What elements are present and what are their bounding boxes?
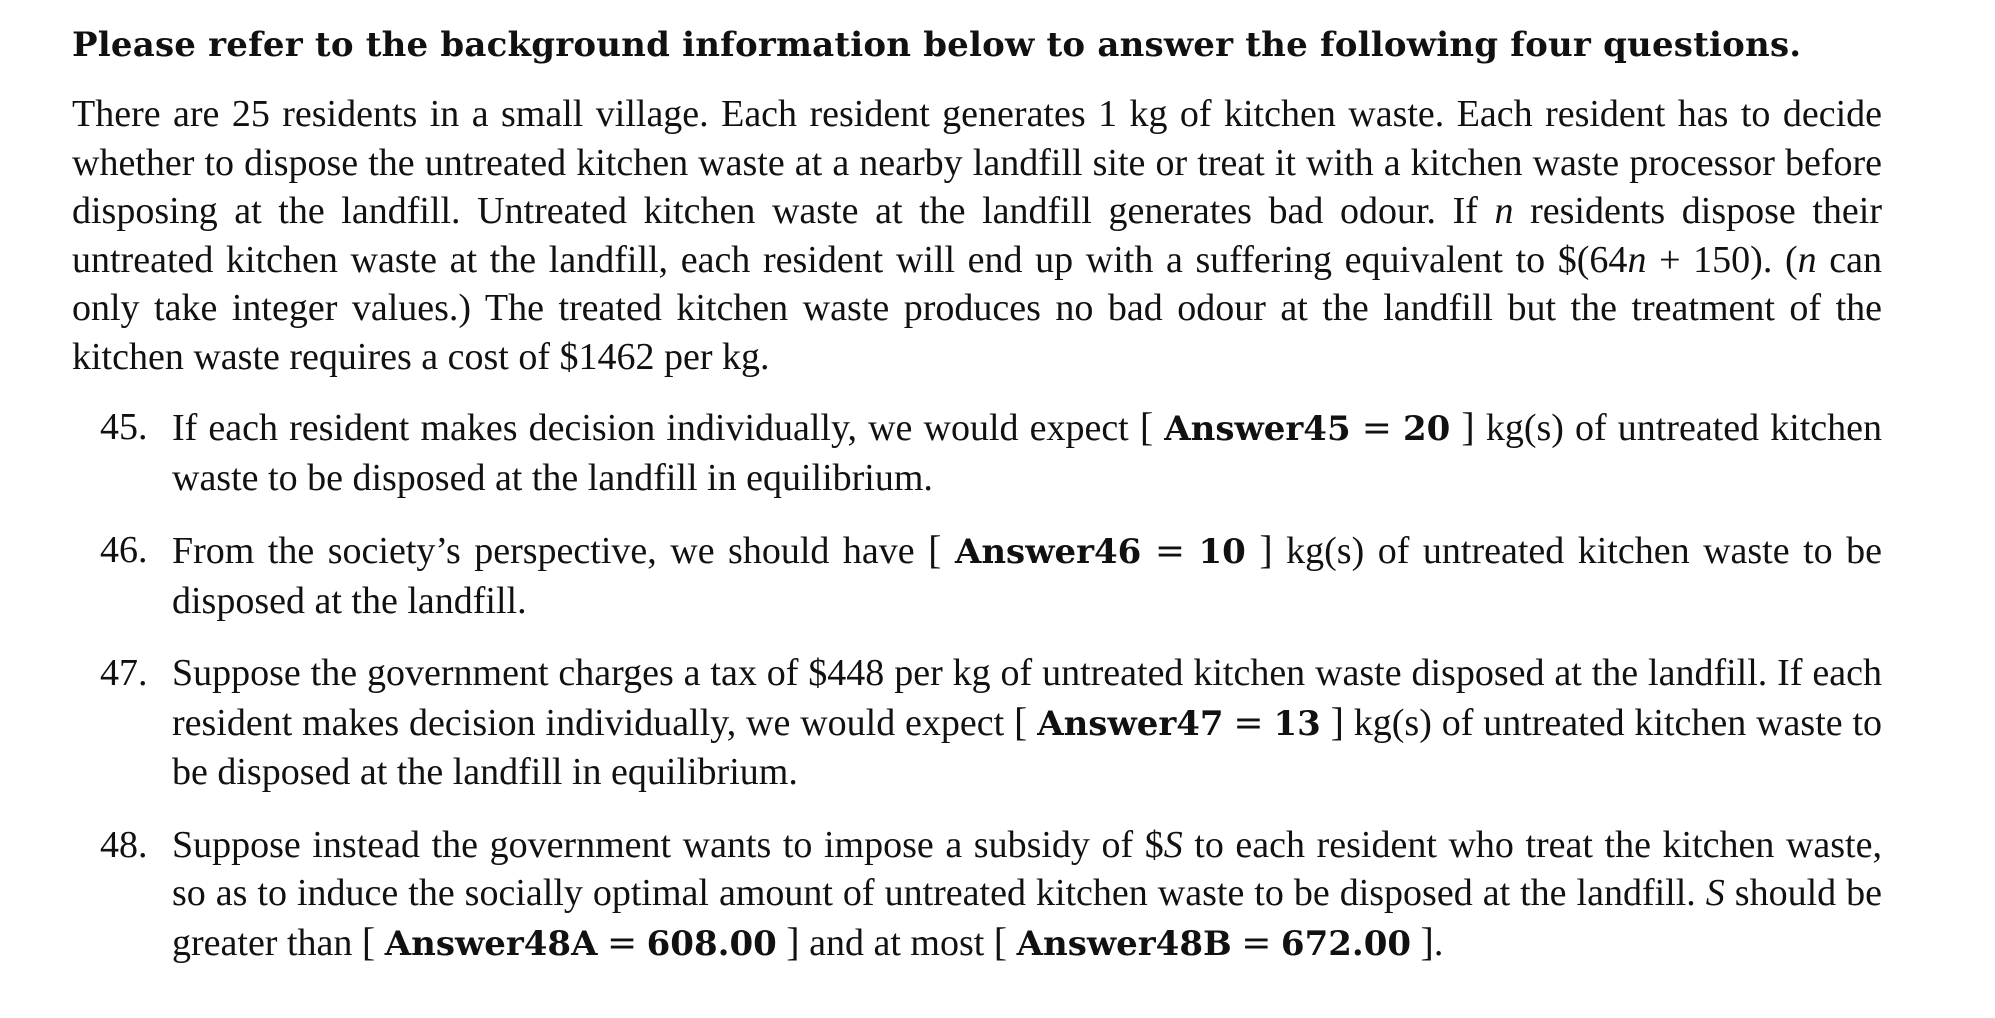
equals-sign: = xyxy=(606,922,638,964)
answer-value: 10 xyxy=(1198,532,1246,572)
close-bracket: ] xyxy=(1461,404,1475,449)
document-page xyxy=(72,22,1882,992)
equals-sign: = xyxy=(1233,702,1264,744)
open-bracket: [ xyxy=(361,918,376,964)
open-bracket: [ xyxy=(993,918,1008,964)
question-text-before: From the society’s perspective, we should have xyxy=(172,530,929,572)
answer-label: Answer46 xyxy=(954,532,1142,572)
background-text-2: residents dispose their untreated kitchen waste at the landfill, each resident will end up with a suffering equivalent to $(64 xyxy=(72,190,1882,281)
section-heading: Please refer to the background information below to answer the following four questions. xyxy=(72,25,1802,65)
open-bracket: [ xyxy=(1139,404,1154,449)
answer-label: Answer48A xyxy=(384,923,598,964)
answer-label: Answer47 xyxy=(1037,703,1224,744)
question-text-middle: to each resident who treat the kitchen waste, so as to induce the socially optimal amount of untreated kitchen waste to be disposed at the landfill. xyxy=(172,823,1882,914)
question-text-after: kg(s) of untreated kitchen waste to be disposed at the landfill in equilibrium. xyxy=(172,407,1883,499)
variable-s: S xyxy=(1705,872,1725,914)
background-text-4: can only take integer values.) The treated kitchen waste produces no bad odour at the landfill but the treatment of the kitchen waste requires a cost of $1462 per kg. xyxy=(72,238,1883,378)
question-number: 46. xyxy=(100,529,148,571)
question-number: 48. xyxy=(100,823,148,866)
question-text-after: kg(s) of untreated kitchen waste to be disposed at the landfill. xyxy=(172,530,1883,622)
background-text-3: + 150). ( xyxy=(1646,238,1798,281)
question-46 xyxy=(72,526,1882,625)
question-number: 45. xyxy=(100,406,148,448)
question-number: 47. xyxy=(100,652,148,694)
question-text-end: . xyxy=(1433,921,1444,964)
answer-label: Answer45 xyxy=(1164,409,1351,449)
question-text-before: If each resident makes decision individually, we would expect xyxy=(172,407,1140,449)
answer-45 xyxy=(1139,404,1475,449)
variable-s: S xyxy=(1163,823,1183,866)
answer-46 xyxy=(928,527,1273,572)
close-bracket: ] xyxy=(786,918,800,964)
answer-value: 672.00 xyxy=(1280,923,1412,964)
answer-value: 608.00 xyxy=(646,923,777,964)
answer-48b-tail xyxy=(1280,918,1434,964)
answer-47 xyxy=(1014,698,1344,744)
open-bracket: [ xyxy=(1014,698,1028,744)
variable-n: n xyxy=(1627,238,1647,281)
equals-sign: = xyxy=(1154,531,1185,572)
question-text-between: and at most xyxy=(799,921,994,964)
open-bracket: [ xyxy=(928,527,942,572)
question-text-after: kg(s) of untreated kitchen waste to be disposed at the landfill in equilibrium. xyxy=(172,701,1883,793)
answer-label: Answer48B xyxy=(1016,923,1232,964)
question-48 xyxy=(72,821,1882,969)
equals-sign: = xyxy=(1361,408,1392,449)
question-45 xyxy=(72,403,1882,502)
answer-value: 13 xyxy=(1273,703,1321,744)
answer-48a xyxy=(361,918,800,964)
question-text-before: Suppose the government charges a tax of $448 per kg of untreated kitchen waste disposed at the landfill. If each resident makes decision individually, we would expect xyxy=(172,652,1882,744)
background-paragraph xyxy=(72,90,1882,381)
close-bracket: ] xyxy=(1259,527,1273,572)
equals-sign: = xyxy=(1241,922,1272,964)
variable-n: n xyxy=(1494,190,1514,232)
variable-n: n xyxy=(1797,238,1817,281)
close-bracket: ] xyxy=(1330,698,1344,744)
question-47 xyxy=(72,649,1882,797)
answer-value: 20 xyxy=(1402,409,1451,449)
question-text-before: Suppose instead the government wants to impose a subsidy of $ xyxy=(172,823,1164,866)
answer-48b-head xyxy=(993,918,1272,964)
question-text-middle-2: should be greater than xyxy=(172,872,1882,964)
close-bracket: ] xyxy=(1420,918,1434,964)
background-text-1: There are 25 residents in a small village. Each resident generates 1 kg of kitchen waste. Each resident has to decide whether to dispose the untreated kitchen waste at a nearby landfill site or treat it with a kitchen waste processor before disposing at the landfill. Untreated kitchen waste at the landfill generates bad odour. If xyxy=(72,93,1882,232)
